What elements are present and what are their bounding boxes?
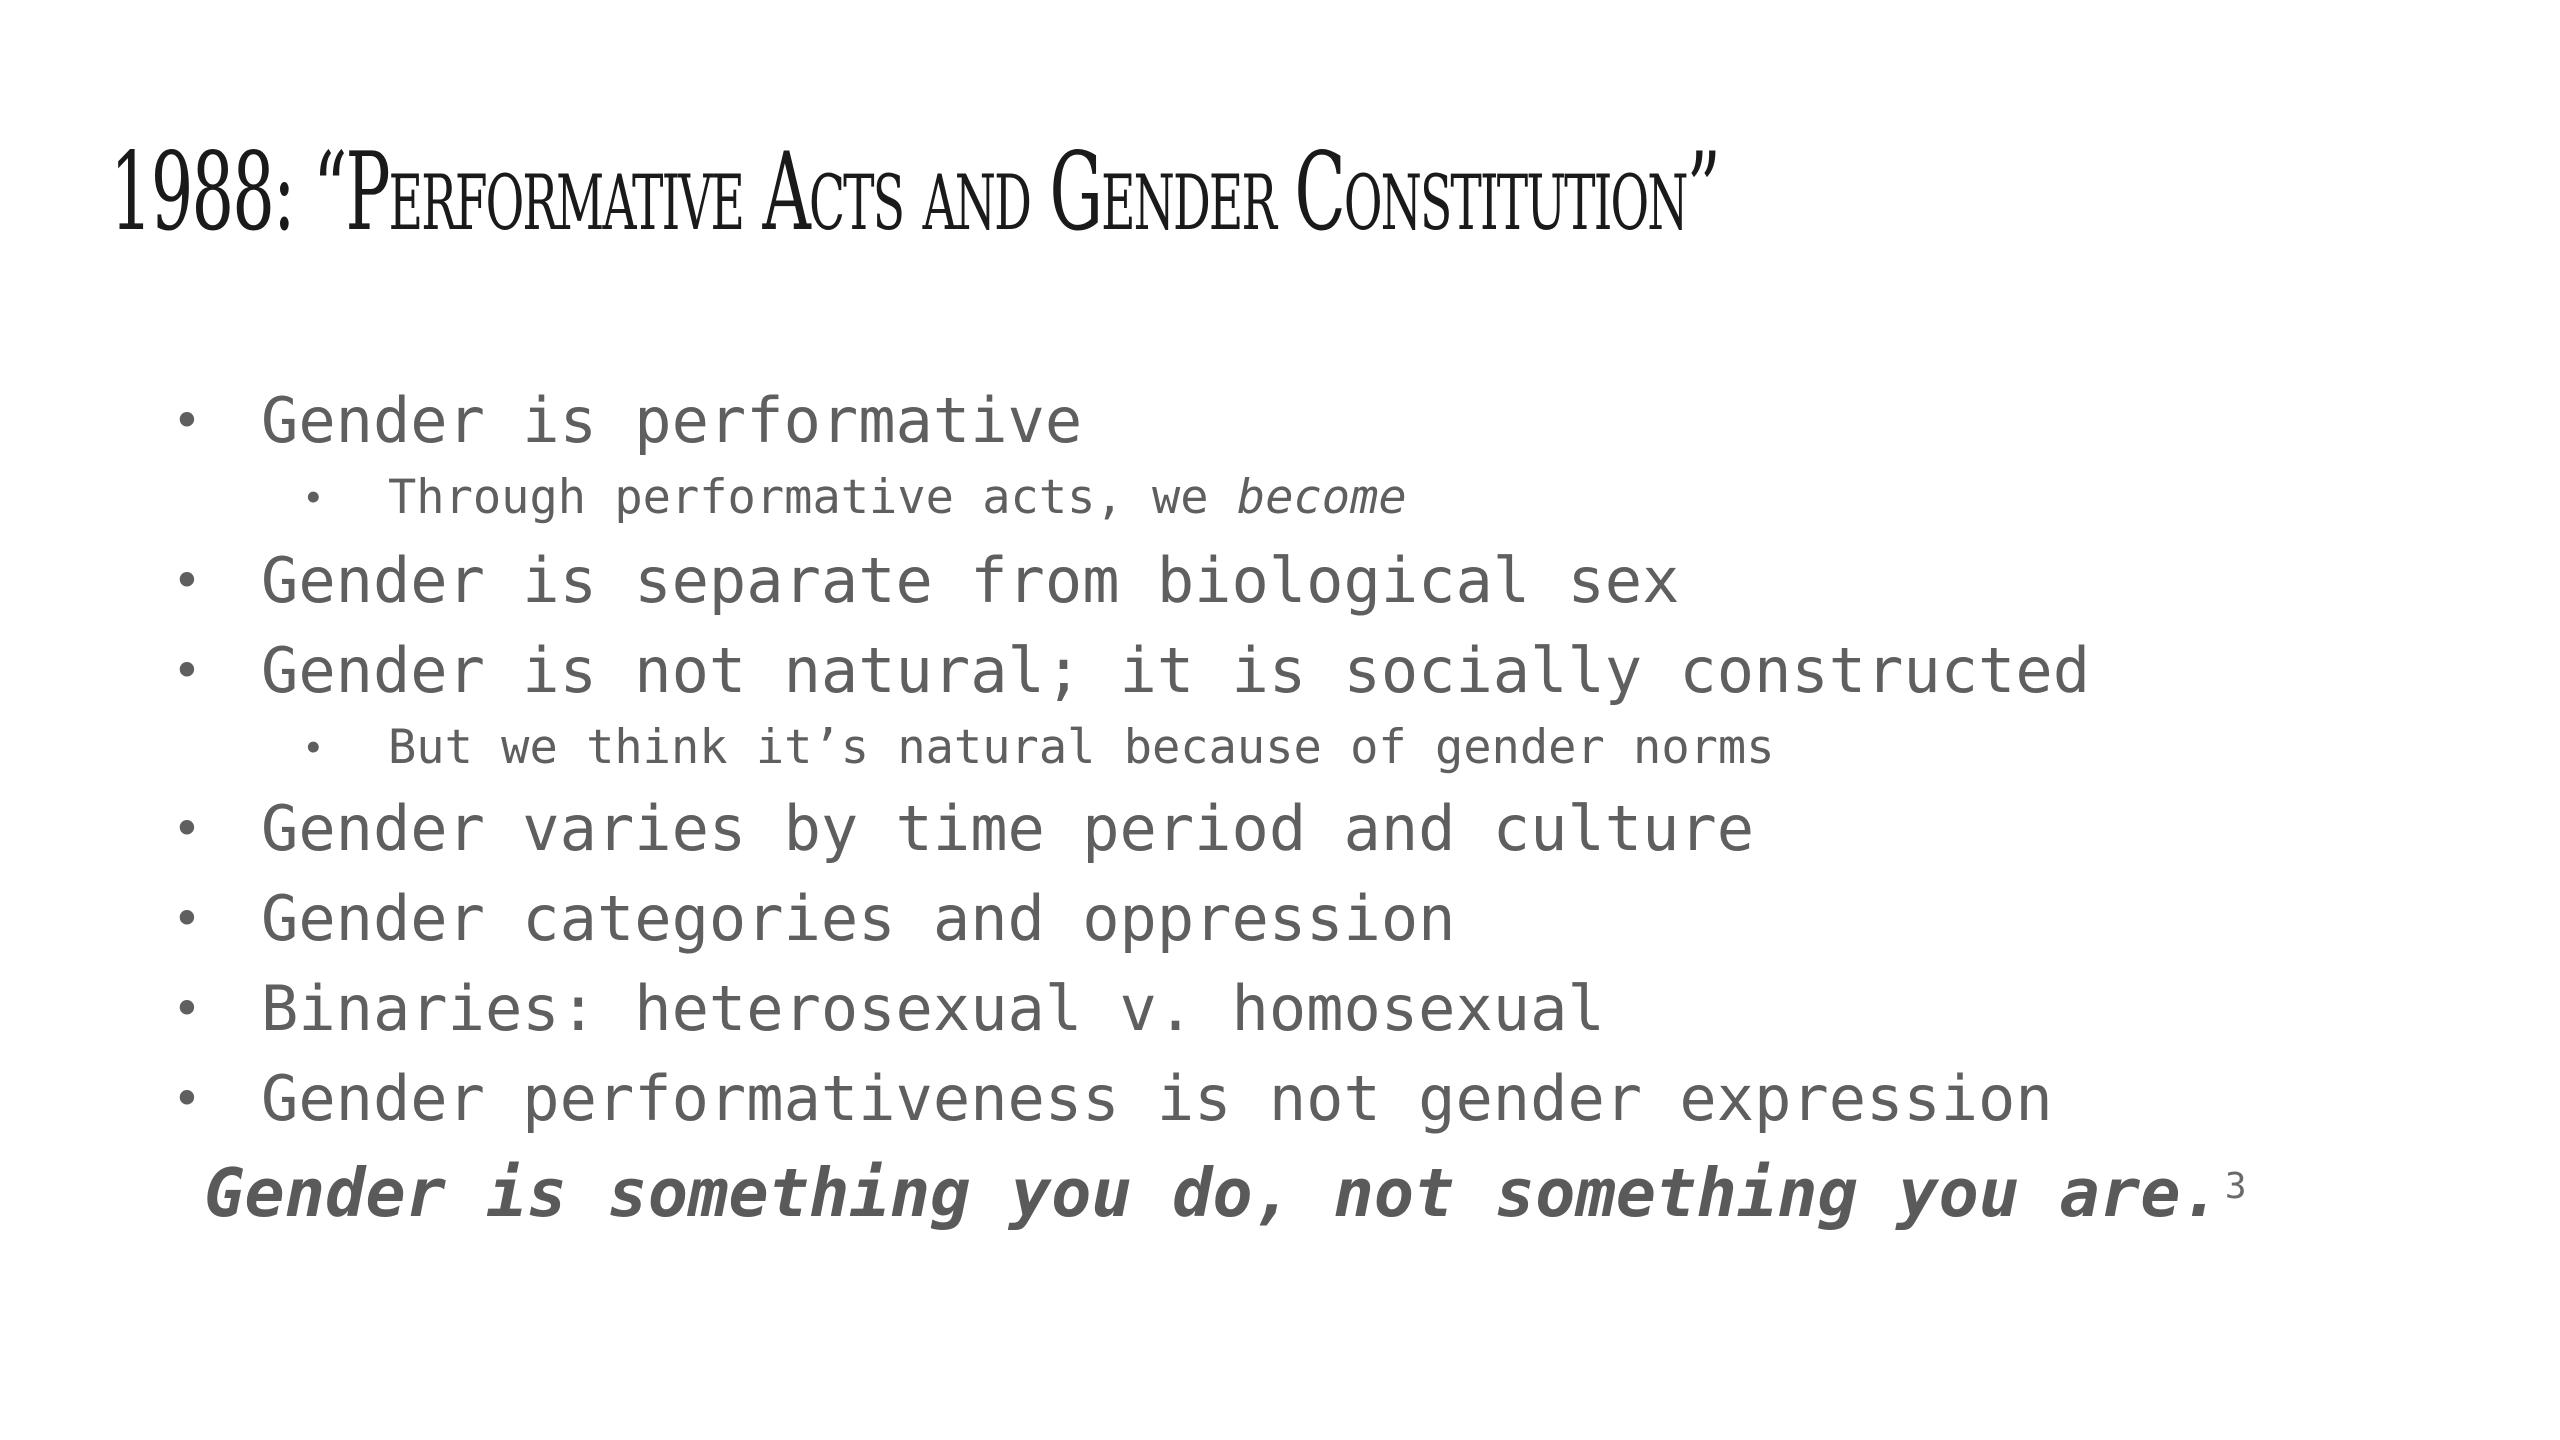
list-item [172,631,2090,711]
footnote-marker: 3 [2224,1166,2247,1207]
tagline-text: Gender is something you do, not something you are. [204,1154,2221,1232]
bullet-icon: • [172,980,202,1038]
tagline [204,1148,2247,1238]
bullet-icon: • [302,476,325,520]
list-item-text: Gender is not natural; it is socially constructed [261,634,2091,707]
bullet-icon: • [172,552,202,610]
list-item [172,879,1455,959]
bullet-icon: • [302,726,325,770]
list-subitem [302,718,1775,778]
list-item [172,1059,2053,1139]
list-item-text: Gender performativeness is not gender expression [261,1062,2053,1135]
list-subitem [302,468,1407,528]
list-item [172,381,1082,461]
list-item-text: Gender is separate from biological sex [261,544,1680,617]
list-item [172,541,1679,621]
list-item-text: Through performative acts, we [388,470,1237,525]
list-item [172,789,1754,869]
bullet-icon: • [172,642,202,700]
bullet-icon: • [172,392,202,450]
list-item-text: Gender is performative [261,384,1083,457]
bullet-icon: • [172,1070,202,1128]
list-item [172,969,1605,1049]
bullet-icon: • [172,890,202,948]
list-item-text: Binaries: heterosexual v. homosexual [261,972,1605,1045]
emphasis-text: become [1236,470,1407,525]
title-year: 1988: [110,130,294,255]
list-item-text: Gender varies by time period and culture [261,792,1755,865]
bullet-icon: • [172,800,202,858]
list-item-text: Gender categories and oppression [261,882,1456,955]
list-item-text: But we think it’s natural because of gender norms [388,720,1775,775]
title-text: “Performative Acts and Gender Constitution” [313,130,1720,255]
